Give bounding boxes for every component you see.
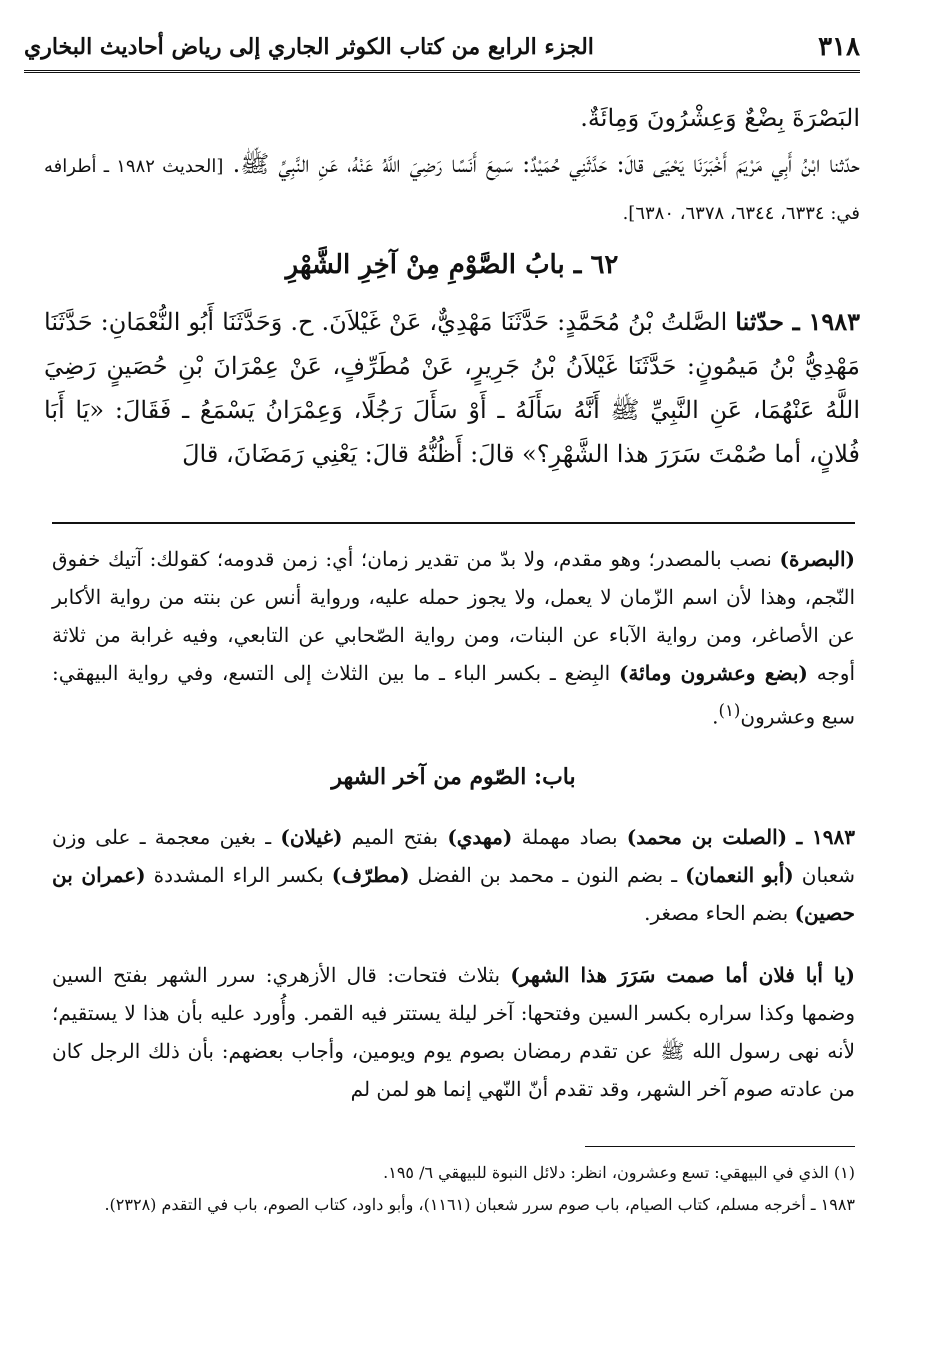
commentary-text: بضم الحاء مصغر.	[644, 901, 789, 925]
running-header	[24, 30, 860, 74]
commentary-text: بفتح الميم	[351, 825, 439, 849]
footnote-divider	[585, 1146, 855, 1147]
commentary-term: (مطرّف)	[331, 863, 410, 887]
footnote-ref: (١)	[718, 701, 741, 720]
hadith-1982-body: حدّثنا ابْنُ أَبِي مَرْيَمَ أَخْبَرَنَا يَحْيَى قالَ: حَدَّثَنِي حُمَيْدٌ: سَمِعَ أَنَسًا رَضِيَ اللَّهُ عَنْهُ، عَنِ النَّبِيِّ ﷺ.	[232, 150, 860, 178]
commentary-term: (غيلان)	[280, 825, 343, 849]
hadith-line-continuation: البَصْرَةَ بِضْعٌ وَعِشْرُونَ وَمِائَةٌ.	[580, 104, 860, 132]
hadith-1983-number: ١٩٨٣ ـ حدّثنا	[735, 307, 860, 336]
commentary-number: ١٩٨٣ ـ	[796, 825, 856, 849]
commentary-term: (البصرة)	[779, 547, 855, 571]
hadith-1983	[44, 300, 860, 476]
commentary-term: (عمران بن حصين)	[52, 863, 855, 925]
commentary-text: بكسر الراء المشددة	[153, 863, 324, 887]
text-commentary-divider	[52, 522, 855, 524]
commentary-term: (أبو النعمان)	[685, 863, 794, 887]
hadith-1983-body: الصَّلتُ بْنُ مُحَمَّدٍ: حَدَّثَنَا مَهْدِيٌّ، عَنْ غَيْلاَنَ. ح. وَحَدَّثَنَا أَبُو النُّعْمَانِ: حَدَّثَنَا مَهْدِيُّ بْنُ مَيمُونٍ: حَدَّثَنَا غَيْلاَنُ بْنُ جَرِيرٍ، عَنْ مُطَرِّفٍ، عَنْ عِمْرَانَ بْنِ حُصَينٍ رَضِيَ اللَّهُ عَنْهُمَا، عَنِ النَّبِيِّ ﷺ أَنَّهُ سَأَلَهُ ـ أَوْ سَأَلَ رَجُلًا، وَعِمْرَانُ يَسْمَعُ ـ فَقَالَ: «يَا أَبَا فُلانٍ، أما صُمْتَ سَرَرَ هذا الشَّهْرِ؟» قالَ: أَظُنُّهُ قالَ: يَعْنِي رَمَضَانَ، قالَ	[44, 308, 860, 468]
chapter-heading: ٦٢ ـ بابُ الصَّوْمِ مِنْ آخِرِ الشَّهْرِ	[285, 250, 619, 280]
footnote-1983: ١٩٨٣ ـ أخرجه مسلم، كتاب الصيام، باب صوم سرر شعبان (١١٦١)، وأبو داود، كتاب الصوم، باب في التقدم (٢٣٢٨).	[104, 1195, 855, 1214]
commentary-text: البِضع ـ بكسر الباء ـ ما بين الثلاث إلى التسع، وفي رواية البيهقي: سبع وعشرون	[52, 661, 855, 729]
commentary-text: بصاد مهملة	[521, 825, 618, 849]
commentary-chapter-heading: باب: الصّوم من آخر الشهر	[331, 764, 576, 790]
commentary-1983	[52, 818, 855, 932]
commentary-term: (الصلت بن محمد)	[626, 825, 788, 849]
commentary-term: (مهدي)	[447, 825, 513, 849]
commentary-text: بثلاث فتحات: قال الأزهري: سرر الشهر بفتح السين وضمها وكذا سراره بكسر السين وفتحها: آخر ليلة يستتر فيه القمر. وأُورد عليه بأن هذا لا يستقيم؛ لأنه نهى رسول الله ﷺ عن تقدم رمضان بصوم يوم ويومين، وأجاب بعضهم: بأن ذلك الرجل كان من عادته صوم آخر الشهر، وقد تقدم أنّ النّهي إنما هو لمن لم	[52, 963, 855, 1101]
hadith-1982-refs: [الحديث ١٩٨٢ ـ أطرافه في: ٦٣٣٤، ٦٣٤٤، ٦٣٧٨، ٦٣٨٠].	[44, 156, 860, 224]
header-rule	[24, 70, 860, 76]
page-number: ٣١٨	[818, 32, 860, 62]
hadith-1982	[44, 142, 860, 236]
commentary-sarar	[52, 956, 855, 1108]
running-title: الجزء الرابع من كتاب الكوثر الجاري إلى رياض أحاديث البخاري	[24, 34, 594, 60]
commentary-term: (يا أبا فلان أما صمت سَرَرَ هذا الشهر)	[510, 963, 856, 987]
commentary-basra	[52, 540, 855, 736]
commentary-text: ـ بغين معجمة ـ على وزن شعبان	[52, 825, 856, 887]
footnote-1: (١) الذي في البيهقي: تسع وعشرون، انظر: دلائل النبوة للبيهقي ٦/ ١٩٥.	[383, 1163, 855, 1182]
commentary-text: .	[712, 704, 719, 729]
commentary-term: (بضع وعشرون ومائة)	[619, 661, 808, 685]
commentary-text: ـ بضم النون ـ محمد بن الفضل	[417, 863, 678, 887]
commentary-text: نصب بالمصدر؛ وهو مقدم، ولا بدّ من تقدير زمان؛ أي: زمن قدومه؛ كقولك: آتيك خفوق النّجم، وهذا لأن اسم الزّمان لا يعمل، ولا يجوز حمله عليه، ورواية أنس عن بنته من رواية الأكابر عن الأصاغر، ومن رواية الآباء عن البنات، ومن رواية الصّحابي عن التابعي، وفيه غرابة من ثلاثة أوجه	[52, 547, 856, 685]
